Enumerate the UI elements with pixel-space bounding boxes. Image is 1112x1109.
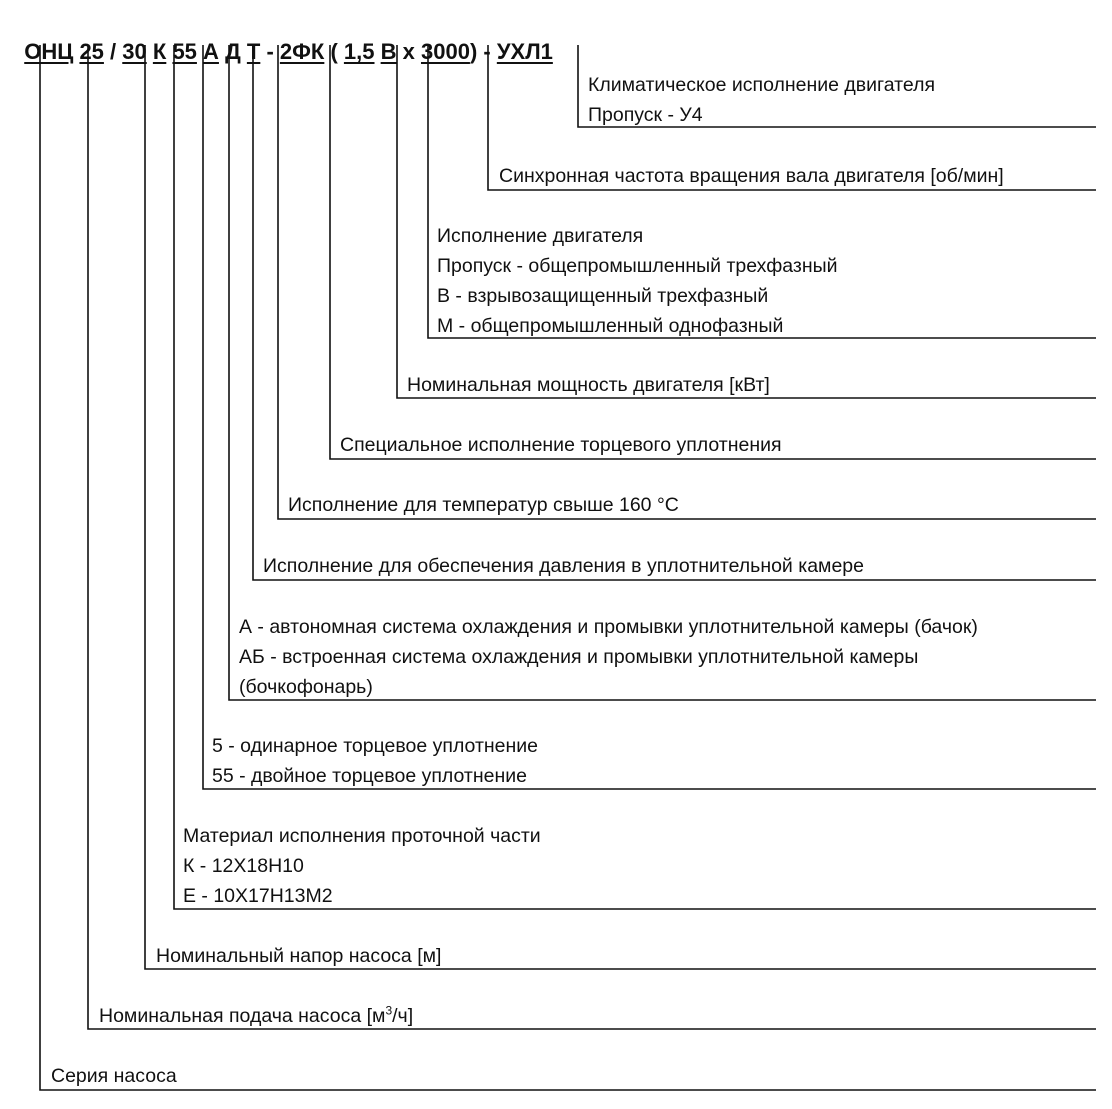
- desc-material: [183, 821, 541, 911]
- desc-line: Пропуск - У4: [588, 104, 703, 126]
- code-climate: УХЛ1: [496, 39, 553, 64]
- desc-line: Серия насоса: [51, 1065, 177, 1087]
- code-sep: -: [260, 39, 280, 64]
- desc-cooling: [239, 612, 978, 702]
- desc-line: К - 12Х18Н10: [183, 855, 304, 877]
- desc-motor-power: [407, 370, 770, 400]
- code-motor-power: 1,5: [343, 39, 375, 64]
- code-special-seal: 2ФК: [279, 39, 325, 64]
- desc-line: (бочкофонарь): [239, 676, 373, 698]
- desc-flow: [99, 1001, 413, 1031]
- code-high-temp: Т: [246, 39, 261, 64]
- code-sep: /: [103, 39, 123, 64]
- code-sep: х: [396, 39, 421, 64]
- desc-line: Е - 10Х17Н13М2: [183, 885, 333, 907]
- desc-line: Номинальный напор насоса [м]: [156, 945, 442, 967]
- flow-tail: /ч]: [392, 1005, 414, 1027]
- desc-line: 5 - одинарное торцевое уплотнение: [212, 735, 539, 757]
- desc-special-seal: [340, 430, 782, 460]
- flow-text: Номинальная подача насоса [м: [99, 1005, 386, 1027]
- code-motor-version: В: [380, 39, 397, 64]
- code-sep: (: [324, 39, 344, 64]
- desc-line: М - общепромышленный однофазный: [437, 315, 784, 337]
- desc-line: [99, 1001, 413, 1031]
- code-speed: 3000: [420, 39, 470, 64]
- code-seal-type: 55: [172, 39, 197, 64]
- code-flow: 25: [79, 39, 104, 64]
- desc-high-temp: [288, 490, 679, 520]
- desc-seal-type: [212, 731, 538, 791]
- desc-line: Пропуск - общепромышленный трехфазный: [437, 255, 838, 277]
- pump-code: [12, 13, 553, 65]
- desc-line: АБ - встроенная система охлаждения и промывки уплотнительной камеры: [239, 646, 919, 668]
- desc-climate: [588, 70, 935, 130]
- desc-line: Климатическое исполнение двигателя: [588, 74, 936, 96]
- desc-line: Синхронная частота вращения вала двигателя [об/мин]: [499, 165, 1004, 187]
- desc-line: Номинальная мощность двигателя [кВт]: [407, 374, 770, 396]
- desc-line: Исполнение для обеспечения давления в уплотнительной камере: [263, 555, 864, 577]
- desc-line: Материал исполнения проточной части: [183, 825, 541, 847]
- desc-head: [156, 941, 441, 971]
- code-head: 30: [122, 39, 147, 64]
- desc-line: Исполнение двигателя: [437, 225, 644, 247]
- code-pressure: Д: [225, 39, 241, 64]
- desc-line: 55 - двойное торцевое уплотнение: [212, 765, 527, 787]
- desc-line: В - взрывозащищенный трехфазный: [437, 285, 769, 307]
- code-series: ОНЦ: [24, 39, 74, 64]
- desc-line: Исполнение для температур свыше 160 °С: [288, 494, 679, 516]
- desc-line: Специальное исполнение торцевого уплотнения: [340, 434, 782, 456]
- flow-sup: 3: [385, 1003, 393, 1018]
- desc-motor-version: [437, 221, 838, 341]
- desc-speed: [499, 161, 1004, 191]
- code-material: К: [152, 39, 167, 64]
- desc-pressure: [263, 551, 864, 581]
- code-sep: ) -: [469, 39, 497, 64]
- code-cooling: А: [203, 39, 219, 64]
- desc-series: [51, 1061, 177, 1091]
- desc-line: А - автономная система охлаждения и промывки уплотнительной камеры (бачок): [239, 616, 978, 638]
